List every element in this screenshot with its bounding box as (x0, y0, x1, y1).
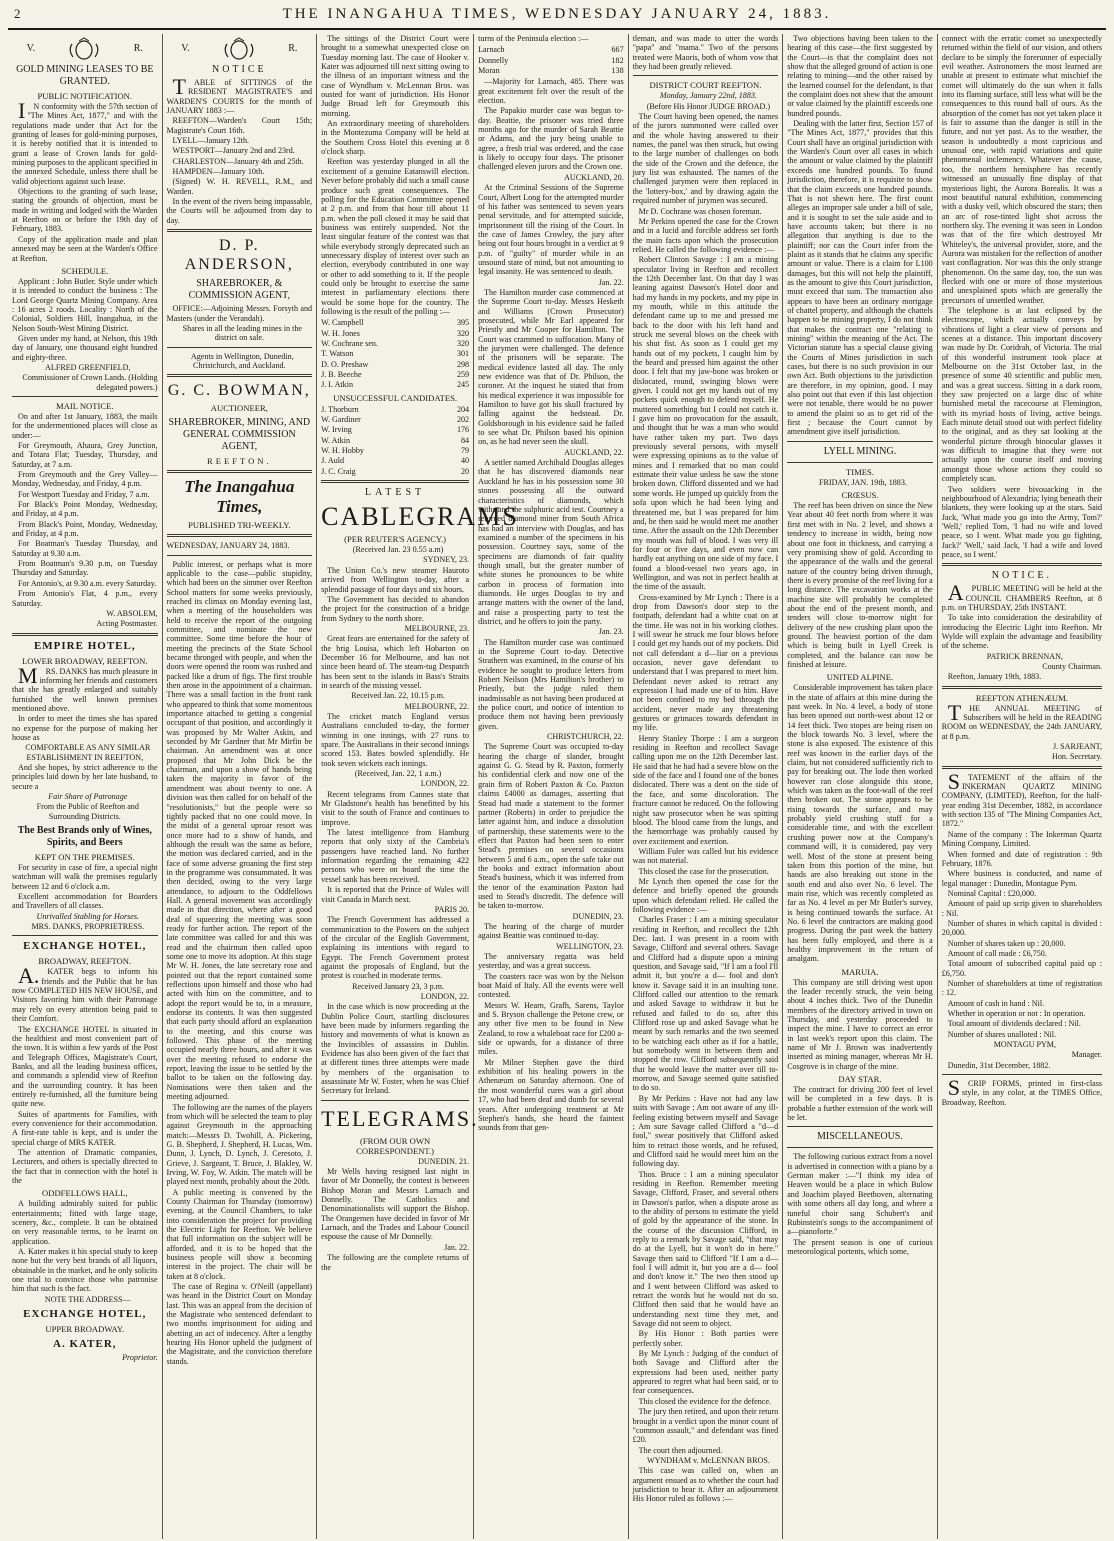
list-item: Total amount of subscribed capital paid up : £6,750. (941, 959, 1103, 978)
divider (12, 935, 158, 936)
paragraph: Agents in Wellington, Dunedin, Christchurch, and Auckland. (190, 351, 294, 370)
received-note: (Received Jan. 23 0.55 a.m) (352, 545, 444, 555)
advert-subheading: AUCTIONEER, (210, 403, 268, 414)
signature-title: Commissioner of Crown Lands. (Holding delegated powers.) (22, 373, 158, 392)
table-row: J. B. Beeche 259 (321, 370, 470, 380)
section-subheading: (PER REUTER'S AGENCY.) (344, 534, 447, 545)
paragraph: This case was called on, when an argument ensued as to whether the court had jurisdiction to hear it. After an adjournment His Honor ruled as follows :— (632, 1466, 779, 1504)
advert-subheading: SHAREBROKER, MINING, AND GENERAL COMMISSION AGENT, (168, 417, 311, 453)
dateline: PARIS 20. (434, 904, 470, 914)
received-note: Received January 23, 3 p.m. (352, 981, 445, 991)
paragraph: Suites of apartments for Families, with every convenience for their accommodation. A first-rate table is kept, and is under the special charge of MRS KATER. (12, 1109, 158, 1147)
paragraph: By Mr Lynch : Judging of the conduct of both Savage and Clifford after the expressions had been used, neither party appeared to regret what had been said, or to fear consequences. (632, 1349, 779, 1396)
paragraph: The following are the complete returns of the (321, 1253, 470, 1272)
divider (787, 441, 933, 442)
section-heading: DISTRICT COURT REEFTON. (649, 80, 762, 91)
paragraph: From the Public of Reefton and Surrounding Districts. (36, 802, 139, 821)
notice-heading: NOTICE. (991, 570, 1052, 582)
column-1 (8, 34, 163, 1539)
divider (942, 766, 1102, 769)
table-row: W. Cochrane sen. 320 (321, 339, 470, 348)
section-subheading: TIMES. (845, 466, 874, 477)
divider (167, 470, 313, 473)
table-row: W. Irving 176 (321, 425, 470, 435)
paragraph: IN conformity with the 57th section of "The Mines Act, 1877," and with the regulations made under that Act for the granting of leases for gold-mining purposes, it is hereby notified that it is intended to grant a lease of Crown lands for gold-mining purposes to the applicant specified in the annexed Schedule, unless there shall be valid objections against such lease. (12, 98, 158, 186)
paragraph: The Supreme Court was occupied to-day hearing the charge of slander, brought against G. G. Stead by R. Paxton, formerly his confidential clerk and now one of the grain firm of Robert Paxton & Co. Paxton claims £4000 as damages, asserting that Stead had made a statement to the former partner (Roberts) in order to prejudice the latter against him, and induce a dissolution of partnership, these statements were to the effect that Paxton had been seen to enter Stead's premises on several occasions between 5 and 6 a.m., open the safe take out the books and extract information about Stead's business, which it was inferred from the tenor of the examination Paxton had used to Stead's discredit. The defence will be taken to-morrow. (478, 742, 624, 911)
paragraph: The EXCHANGE HOTEL is situated in the healthiest and most convenient part of the town. It is within a few yards of the Post and Telegraph Offices, Magistrate's Court, Banks, and all the leading business offices, and commands a splendid view of Reefton and the surrounding country. It has been entirely re-furnished, all the furniture being quite new. (12, 1024, 158, 1109)
list-item: Name of the company : The Inkerman Quartz Mining Company, Limited. (941, 829, 1103, 849)
paragraph: Mr Wells having resigned last night in favor of Mr Donnelly, the contest is between Bishop Moran and Messrs Larnach and Donnelly. The Catholics and Denominationalists will support the Bishop. The Orangemen have decided in favor of Mr Larnach, and the Trades and Labour Council espouse the cause of Mr Donnelly. (321, 1167, 470, 1242)
paragraph: The contract for driving 200 feet of level will be completed in a few days. It is probable a further extension of the work will be let. (787, 1085, 933, 1123)
dateline: Monday, January 22nd, 1883. (659, 91, 757, 101)
paragraph: The present season is one of curious meteorological portents, which some, (787, 1237, 933, 1256)
dateline: LONDON, 22. (420, 779, 470, 789)
dateline: Jan. 22. (598, 277, 624, 287)
flag-subtitle: PUBLISHED TRI-WEEKLY. (188, 520, 291, 531)
signature: A. KATER, (53, 1338, 117, 1351)
list-item: Whether in operation or not : In operation. (947, 1009, 1086, 1018)
advert-subheading: ODDFELLOWS HALL, (42, 1188, 128, 1199)
advert-heading: G. C. BOWMAN, (167, 382, 311, 400)
signature: (Signed) W. H. REVELL, R.M., and Warden. (166, 177, 313, 196)
notice-heading: MAIL NOTICE. (56, 400, 114, 411)
section-heading: TELEGRAMS. (321, 1105, 479, 1131)
paragraph: In the case which is now proceeding at the Dublin Police Court, startling disclosures have been made by informers regarding the history and movements of what is known as the Invincibles of assassins in Dublin. Evidence has also been given of the fact that at different times three attempts were made by members of the organisation to assassinate Mr W. Foster, when he was Chief Secretary for Ireland. (321, 1002, 470, 1096)
table-row: J. I. Atkin 245 (321, 380, 470, 390)
paragraph: tleman, and was made to utter the words "papa" and "mama." Two of the persons treated were Maoris, both of whom vow that they had been greatly relieved. (632, 34, 779, 72)
dateline: LONDON, 22. (420, 991, 470, 1001)
signature: W. ABSOLEM, (106, 608, 158, 618)
section-heading: MISCELLANEOUS. (817, 1131, 903, 1143)
divider (12, 633, 158, 636)
coat-of-arms-icon (219, 38, 259, 60)
divider (321, 480, 469, 483)
signature: MONTAGU PYM, (993, 1040, 1057, 1050)
paragraph: NOTE THE ADDRESS— (44, 1294, 131, 1304)
advert-subheading: SHAREBROKER, & COMMISSION AGENT, (188, 278, 291, 302)
paragraph: For Greymouth, Ahaura, Grey Junction, and Totara Flat; Tuesday, Thursday, and Saturday, at 7 a.m. (12, 441, 158, 469)
paragraph: The case of Regina v. O'Neill (appellant) was heard in the District Court on Monday last. This was an appeal from the decision of the Magistrate who sentenced defendant to two months imprisonment for aiding and abetting an act of indecency. After a lengthy hearing His Honor upheld the judgment of the Magistrate, and the conviction therefore stands. (166, 1282, 313, 1366)
section-subheading: CRŒSUS. (841, 490, 879, 501)
received-note: Received Jan. 22, 10.15 p.m. (351, 691, 445, 701)
paragraph: —Majority for Larnach, 485. There was great excitement felt over the result of the election. (478, 77, 624, 106)
table-row: J. Auld 40 (321, 456, 470, 466)
notice-subheading: PUBLIC NOTIFICATION. (37, 91, 133, 101)
advert-subheading: BROADWAY, REEFTON. (38, 956, 132, 967)
paragraph: Excellent accommodation for Boarders and Travellers of all classes. (12, 892, 158, 911)
paragraph: (Before His Honor JUDGE BROAD.) (646, 101, 771, 111)
paragraph: SCRIP FORMS, printed in first-class style, in any color, at the TIMES Office, Broadway, Reefton. (941, 1075, 1103, 1107)
paragraph: Great fears are entertained for the safety of the brig Louisa, which left Hobarton on December 16 for Melbourne, and has not since been heard of. The steam-tug Despatch has been sent to the islands in Bass's Straits in search of the missing vessel. (321, 634, 470, 690)
divider (787, 1126, 933, 1127)
paragraph: The Government has decided to abandon the project for the construction of a bridge from Sydney to the north shore. (321, 594, 470, 623)
table-row: D. O. Preshaw 298 (321, 359, 470, 369)
paragraph: The telephone is at last eclipsed by the electroscope, which actually conveys by vibrations of light a clear view of persons and scenes at a distance. This important discovery was made by Dr. Coridrah, of Victoria. The trial of this wonderful instrument took place at Melbourne on the 31st October last, in the presence of some 40 scientific and public men, and was a great success. Sitting in a dark room, they saw projected on a large disc of white burnished metal the racecourse at Flemington, with its myriad hosts of living, active beings. Each minute detail stood out with perfect fidelity to the original, and as they sat looking at the wonderful picture through binocular glasses it was difficult to imagine that they were not actually upon the course itself and moving amongst those whose actions they could so completely scan. (941, 305, 1103, 484)
column-4 (474, 34, 629, 1539)
list-item: Amount of cash in hand : Nil. (947, 998, 1045, 1008)
paragraph: Messrs W. Hearn, Grafh, Sarens, Taylor and S. Bryson challenge the Petone crew, or any other five men to be found in New Zealand, to row a whaleboat race for £200 a-side or upwards, for a distance of three miles. (478, 1000, 624, 1057)
paragraph: The sittings of the District Court were brought to a somewhat unexpected close on Tuesday morning last. The case of Hooker v. Kater was adjourned till next sitting owing to the illness of an important witness and the case of Wyndham v. McLennan Bros. was ousted for want of jurisdiction. His Honor Judge Broad left for Greymouth this morning. (321, 34, 470, 118)
signature-title: Hon. Secretary. (1051, 752, 1103, 762)
section-subheading: WYNDHAM v. McLENNAN BROS. (646, 1455, 770, 1465)
election-results (478, 45, 624, 75)
paragraph: turns of the Peninsula election :— (478, 34, 589, 43)
paragraph: The anniversary regatta was held yesterday, and was a great success. (478, 952, 624, 971)
dateline: Jan. 22. (444, 1242, 470, 1252)
paragraph: The Hamilton murder case was continued in the Supreme Court to-day. Detective Strathern was examined, in the course of his evidence he sought to produce letters from Robert Neilson (Mrs Hamilton's brother) to Priestly, but the judge ruled them inadmissable as not having been produced at the police court, and notice of intention to produce them not having been previously given. (478, 637, 624, 731)
newspaper-flag: The Inangahua Times, (184, 477, 295, 517)
paragraph: Mr D. Cochrane was chosen foreman. (638, 206, 762, 216)
paragraph: And she hopes, by strict adherence to the principles laid down by her late husband, to secure a (12, 762, 158, 791)
advert-heading: EMPIRE HOTEL, (33, 639, 136, 652)
signature: MRS. DANKS, PROPRIETRESS. (31, 922, 145, 932)
columns (8, 34, 1106, 1539)
paragraph: Public interest, or perhaps what is more applicable to the case—public stupidity, which had been on the simmer over Reefton School matters for some weeks previously, reached its climax on Monday evening last, when a meeting of the householders was held to receive the report of the outgoing committee, and nominate the new committee. Some time before the hour of meeting the precincts of the State School became thronged with people, and when the doors were opened the room was rushed and packed like a drum of figs. The first trouble then arose in the appointment of a chairman. There was a small faction in the front rank who appeared to think that some momentous importance attached to getting a congenial occupant of that position, and accordingly it was proposed by Mr Walter Askin, and seconded by Mr Gardner that Mr Mirfin be chairman. An amendment was at once proposed that Mr John Dick be the chairman, and upon a show of hands being taken the majority in favor of the amendment was about twenty to one. A division was then called for on behalf of the "resolutionists," but the people were so tightly packed that no one could move. In the midst of a general uproar resort was once more had to a show of hands, and although the result was the same as before, the motion was declared carried, and in the face of some adverse groaning the first step in the programme was consummated. It was then decided, owing to the very large attendance, to adjourn to the Oddfellows Hall. A general movement was accordingly made in that direction, where after a good deal of squeezing the meeting was soon ready for further action. The report of the late committee was called for and this was read and the chairman then called upon some one to move its adoption. At this stage Mr W. H. Jones, the late secretary rose and pointed out that the report contained some reflections upon himself and those who had acted with him on the committee, and to adopt the report would be to, in a measure, endorse its contents. It was then suggested that each party should afford an explanation to the meeting, and this course was followed. This phase of the meeting occupied nearly three hours, and after it was over the meeting refused to endorse the report, leaving the issue to be settled by the ballot to be taken on the following day. Nominations were then taken and the meeting adjourned. (166, 559, 313, 1102)
dateline: Dunedin, 31st December, 1882. (947, 1060, 1051, 1070)
list-item: Number of shares taken up : 20,000. (947, 938, 1066, 948)
page-number: 2 (14, 6, 21, 21)
divider (633, 75, 779, 76)
divider (167, 374, 313, 377)
divider (321, 1100, 469, 1101)
paragraph: The French Government has addressed a communication to the Powers on the subject of the circular of the English Government, explaining its intentions with regard to Egypt. The French Government protest against the proposals of England, but the protest is couched in moderate terms. (321, 915, 470, 981)
advert-subheading: LOWER BROADWAY, REEFTON. (22, 655, 148, 666)
advert-subheading: REEFTON. (206, 456, 272, 467)
table-row: Donnelly 182 (478, 55, 624, 65)
list-item: Number of shareholders at time of registration : 12. (941, 978, 1103, 998)
paragraph: From Antonio's Flat, 4 p.m., every Saturday. (12, 589, 158, 608)
dateline: FRIDAY, JAN. 19th, 1883. (818, 477, 907, 487)
signature-title: Proprietor. (122, 1353, 158, 1363)
paragraph: Copy of the application made and plan annexed may be seen at the Warden's Office at Reefton. (12, 234, 158, 263)
advert-heading: EXCHANGE HOTEL, (23, 940, 147, 953)
poll-results-unsuccessful (321, 405, 469, 476)
paragraph: APUBLIC MEETING will be held at the COUNCIL CHAMBERS Reefton, at 8 p.m. on THURSDAY, 25th INSTANT. (941, 580, 1103, 612)
paragraph: COMFORTABLE AS ANY SIMILAR ESTABLISHMENT IN REEFTON, (25, 743, 151, 762)
list-item: Amount of call made : £6,750. (947, 948, 1047, 958)
paragraph: The hearing of the charge of murder against Beattie was continued to-day. (478, 921, 624, 941)
paragraph: In the event of the rivers being impassable, the Courts will be adjourned from day to day. (166, 197, 313, 225)
paragraph: From Boatman's 9.30 p.m, on Tuesday Thursday and Saturday. (12, 559, 158, 578)
paragraph: STATEMENT of the affairs of the INKERMAN QUARTZ MINING COMPANY, (LIMITED), Reefton, for the half-year ending 31st December, 1882, in accordance with section 135 of "The Mining Companies Act, 1872." (941, 768, 1103, 829)
section-heading: LATEST (365, 487, 426, 499)
section-subheading: (FROM OUR OWN CORRESPONDENT.) (356, 1135, 435, 1156)
column-5 (629, 34, 784, 1539)
section-subheading: UNITED ALPINE. (826, 672, 894, 683)
divider (167, 534, 313, 537)
list-item: HAMPDEN—January 10th. (172, 167, 265, 177)
paragraph: The Court having been opened, the names of the jurors summoned were called over and the whole having answered to their names, the panel was then struck, but owing to the large number of challenges on both the side of the Crown and the defence, the jury list was exhausted. The names of the challenged jurymen were then replaced in the 'lottery-box,' and by drawing again the required number of jurymen was secured. (632, 112, 779, 206)
dateline: Reefton, January 19th, 1883. (947, 672, 1042, 682)
paragraph: The following curious extract from a novel is advertised in connection with a piano by a German maker :—"I think my idea of Heaven would be a place in which Bulow and Joachim played Beethoven, alternating with some others all day long, and where a tuneful choir sang Schubert's and Rubinstein's songs to the accompaniment of a—pianoforte." (787, 1152, 933, 1237)
paragraph: TABLE of SITTINGS of the RESIDENT MAGISTRATE'S and WARDEN'S COURTS for the month of JANUARY 1883 :— (166, 74, 313, 116)
paragraph: The cricket match England versus Australians concluded to-day, the former winning in one innings, with 27 runs to spare. The Australians in their second innings scored 153. Bates bowled splendidly. He took seven wickets each innings. (321, 711, 470, 768)
divider (787, 462, 933, 463)
advert-subheading: UPPER BROADWAY. (45, 1324, 125, 1335)
column-7 (938, 34, 1106, 1539)
list-item: Total amount of dividends declared : Nil. (947, 1019, 1081, 1029)
poll-results (321, 318, 469, 389)
column-3 (317, 34, 519, 1539)
list-item: Number of shares unalloted : Nil. (947, 1029, 1057, 1039)
column-6 (783, 34, 938, 1539)
dateline: DUNEDIN, 23. (572, 911, 624, 921)
paragraph: From Black's Point, Monday, Wednesday, and Friday, at 4 p.m. (12, 519, 158, 539)
paragraph: By Mr Perkins : Have not had any law suits with Savage ; Am not aware of any ill-feeling existing between myself and Savage ; Am sure Savage called Clifford a "d—d fool," swear positively that Clifford asked him to retract those words, and he refused, and Clifford said he would meet him on the following day. (632, 1093, 779, 1169)
dateline: WELLINGTON, 23. (556, 941, 624, 951)
masthead (8, 0, 1106, 30)
list-item: Nominal Capital : £20,000. (947, 888, 1037, 898)
paragraph: The attention of Dramatic companies, Lecturers, and others is specially directed to the fact that in connection with the hotel is the (12, 1147, 158, 1185)
paragraph: The jury then retired, and upon their return brought in a verdict upon the minor count of "common assault," and defendant was fined £20. (632, 1407, 779, 1445)
table-row: W. Atkin 84 (321, 435, 470, 445)
paragraph: Objections to the granting of such lease, stating the grounds of objection, must be made in writing and lodged with the Warden at Reefton on or before the 19th day of February, 1883. (12, 187, 158, 234)
paragraph: On and after 1st January, 1883, the mails for the undermentioned places will close as under:— (12, 411, 158, 440)
section-heading: CABLEGRAMS (321, 502, 519, 532)
paragraph: Shares in all the leading mines in the district on sale. (182, 323, 302, 343)
notice-heading: NOTICE (211, 64, 267, 75)
paragraph: This closed the case for the prosecution. (638, 866, 769, 876)
paragraph: Unrivalled Stabling for Horses. (36, 911, 140, 921)
list-item: CHARLESTON—January 4th and 25th. (172, 156, 304, 166)
advert-heading: The Best Brands only of Wines, Spirits, and Beers (17, 825, 152, 849)
list-item: Number of shares in which capital is divided : 20,000. (941, 918, 1103, 938)
royal-crest: V. R. (167, 38, 313, 60)
paragraph: Two soldiers were bivouacking in the neighbourhood of Alexandria; lying beneath their blankets, they were looking up at the stars. Said Jack, 'What made you go into the Army, Tom?' 'Well,' replied Tom, 'I had no wife and loved peace, so I went. What made you go fighting, Jack?' 'Well,' said Jack, 'I had a wife and loved peace, so I went.' (941, 484, 1103, 559)
royal-crest: V. R. (12, 38, 158, 60)
notice-heading: REEFTON ATHENÆUM. (975, 692, 1068, 703)
paragraph: THE ANNUAL MEETING of Subscribers will be held in the READING ROOM on WEDNESDAY, the 24th JANUARY, at 8 p.m. (941, 699, 1103, 741)
divider (167, 555, 313, 556)
notice-heading: GOLD MINING LEASES TO BE GRANTED. (16, 64, 154, 87)
received-note: (Received, Jan. 22, 1 a.m.) (354, 769, 442, 779)
column-2 (163, 34, 318, 1539)
paragraph: At the Criminal Sessions of the Supreme Court, Albert Long for the attempted murder of his father was sentenced to seven years penal servitude, and for attempted suicide, imprisonment till the rising of the Court. In the case of James Crowley, the jury after being out four hours brought in a verdict at 9 p.m. of "guilty" of murder while in an unsound state of mind, but not amounting to legal insanity. He was sentenced to death. (478, 183, 624, 277)
paragraph: The following are the names of the players from which will be selected the team to play against Greymouth in the approaching match:—Messrs D. Twohill, A. Pickering, G. B. Shepherd, J. Shepherd, H. Lucas, Wm. Dunn, J. Lynch, D. Lynch, J. Ceresoto, J. Grieve, J. Sargeant, T. Bruce, J. Blakley, W. Irving, W. Foy, W. Atkin. The match will be played next month, probably about the 20th. (166, 1102, 313, 1187)
signature: J. SARJEANT, (1052, 742, 1103, 752)
advert-heading: D. P. ANDERSON, (184, 237, 294, 274)
paragraph: For Black's Point Monday, Wednesday, and Friday, at 4 p.m. (12, 500, 158, 519)
paragraph: To take into consideration the desirability of introducing the Electric Light into Reefton. Mr Wylde will explain the advantage and feasibility of the scheme. (941, 613, 1103, 651)
signature: ALFRED GREENFIELD, (45, 362, 131, 372)
paragraph: Cross-examined by Mr Lynch : There is a drop from Dawson's door step to the footpath, defendant had a white coat on at the time. He was not in his working clothes. I will swear he struck me four blows before I could get my hands out of my pockets. Did not call defendant a d—liar on a previous occasion, never gave defendant to understand that I was prepared to meet him. Defendant never asked to retract any expression I had made use of to him. Have not been confined to my bed through the accident, never made any threatening gestures or grimaces towards defendant in my life. (632, 592, 779, 733)
paragraph: This closed the evidence for the defence. (638, 1396, 772, 1406)
table-row: J. C. Craig 20 (321, 466, 470, 476)
paragraph: Dealing with the latter first, Section 157 of "The Mines Act, 1877," provides that this Court shall have an original jurisdiction with the Warden's Court over all cases in which the amount or value claimed by the plaintiff exceeds one hundred pounds. To found jurisdiction, therefore, it is requisite to show that the claim exceeds one hundred pounds. That is not shewn here. The first count alleges an improper sale under a bill of sale, and it is sought to set the sale aside and to have accounts taken; but there is no allegation that anything is due to the plaintiff; nor can the Court infer from the plaint as it stands that he claims any specific amount or value. There is a claim for L100 damages, but this will not help the plaintiff, as the amount to give this Court jurisdiction, must exceed that sum. The transaction also appears to have been an ordinary mortgage of chattel property, and although the chattels happen to be mining property, I do not think that makes the contract one "relating to mining" within the meaning of the Act. The Victorian statute has a special clause giving the Courts of Mines jurisdiction in such cases, but there is no such provision in our own Act. Both objections to the jurisdiction are therefore, in my opinion, good. I may also point out that even if this last objection were not tenable, there would be no power to amend the plaint so as to get rid of the first ; because the Court cannot by amendment give itself jurisdiction. (787, 119, 933, 437)
section-subheading: MARUIA. (841, 966, 879, 977)
signature-title: Acting Postmaster. (96, 619, 158, 629)
dateline: SYDNEY, 23. (423, 555, 470, 565)
table-row: Moran 138 (478, 66, 624, 76)
paragraph: The latest intelligence from Hamburg reports that only sixty of the Cambria's passengers have reached land. No further information regarding the remaining 422 persons who were on board the time the vessel sank has been received. (321, 828, 470, 884)
paragraph: In order to meet the times she has spared no expense for the purpose of making her house as (12, 714, 158, 742)
paragraph: The Union Co.'s new steamer Hauroto arrived from Wellington to-day, after a splendid passage of four days and six hours. (321, 565, 470, 594)
paragraph: The reef has been driven on since the New Year about 40 feet north from where it was first met with in No. 2 level, and shows a tendency to increase in width, being now about one foot in thickness, and carrying a very promising show of gold. According to the appearance of the walls and the general nature of the country being driven through, there is every promise of the reef living for a long distance. The excavation works at the machine site will probably be completed about the end of the present month, and tenders will close to-morrow night for delivery of the new crushing plant upon the ground. The heaviest portion of the dam which is being built in Lyell Creek is completed, and the balance can now be finished at leisure. (787, 501, 933, 669)
paragraph: Charles Fraser : I am a mining speculator residing in Reefton, and recollect the 12th Dec. last. I was present in a room with Savage, Clifford and several others. Savage and Clifford had a dispute upon a mining question, and Savage said, "If I am a fool I'll admit it, but you're a d— fool and don't know it. Savage said it in an insulting tone. Clifford called our attention to the remark and asked Savage to withdraw it but he refused and failed to do so, after this Clifford rose up and asked Savage what he meant by such remarks and the two seemed to be watching each other as if for a battle, but somebody went in between them and stopped the row. Clifford subsequently said that he would leave the matter over till to-morrow, and Savage seemed quite satisfied to do so. (632, 915, 779, 1093)
paragraph: Henry Stanley Thorpe : I am a surgeon residing in Reefton and recollect Savage calling upon me on the 12th December last. He said that he had had a severe blow on the side of the face and I found one of the bones dislocated. There was a dent on the side of the face, and some discoloration. The fracture cannot be reduced. On the following night saw prosecutor when he was spitting blood. The blood came from the lungs, and the hæmorrhage was probably caused by over excitement and exertion. (632, 733, 779, 846)
table-row: W. Campbell 395 (321, 318, 470, 328)
dateline: MELBOURNE, 22. (404, 701, 470, 711)
paragraph: William Fuler was called but his evidence was not material. (632, 846, 779, 866)
paragraph: Given under my hand, at Nelson, this 19th day of January, one thousand eight hundred and eighty-three. (12, 333, 158, 362)
list-item: REEFTON—Warden's Court 15th; Magistrate's Court 16th. (166, 116, 313, 135)
paragraph: Two objections having been taken to the hearing of this case—the first suggested by the Court—is that the complaint does not show that the alleged ground of action is one relating to mining—and the other raised by the learned counsel for the defendant, is that the complaint does not shew that the amount or value claimed by the plaintiff exceeds one hundred pounds. (787, 34, 933, 118)
paragraph: A.KATER begs to inform his friends and the Public that he has now COMPLETED HIS NEW HOUSE, and Visitors favoring him with their Patronage may rely on every attention being paid to their Comfort. (12, 963, 158, 1024)
paragraph: The Hamilton murder case commenced at the Supreme Court to-day. Messrs Hesketh and Williams (Crown Prosecutor) prosecuted, while Mr Earl appeared for Priestly and Mr Cooper for Hamilton. The Court was crammed to suffocation. Many of the jurymen were challenged. The defence of the prisoners will be separate. The medical evidence lasted all day. The only new evidence was that of Dr. Philson, the coroner. At the inquest he stated that from his medical experience it was impossible for Hamilton to have got his skull fractured by falling against the bedstead. Dr. Goldsborough in his evidence said he failed to see what Dr. Philson based his opinion on, as he had never seen the skull. (478, 287, 624, 447)
paragraph: A. Kater makes it his special study to keep none but the very best brands of all liquors, obtainable in the market, and he only solicits one trial to convince those who patronise him that such is the fact. (12, 1247, 158, 1294)
dateline: CHRISTCHURCH, 22. (546, 732, 624, 742)
signature: PATRICK BRENNAN, (986, 651, 1063, 661)
advert-heading: EXCHANGE HOTEL, (23, 1308, 147, 1321)
schedule-heading: SCHEDULE. (61, 265, 109, 276)
dateline: MELBOURNE, 23. (404, 623, 470, 633)
paragraph: The coasters race was won by the Nelson boat Maid of Italy. All the events were well contested. (478, 971, 624, 1000)
paragraph: Thos. Bruce : I am a mining speculator residing in Reefton. Remember meeting Savage, Clifford, Fraser, and several others in Dawson's parlor, when a dispute arose as to the ability of persons to estimate the yield of gold by the appearance of the stone. In the course of the discussion Clifford, in reply to a remark by Savage said, "that may do at the Lyell, but it won't do in here." Savage then said to Clifford "If I am a d— fool I will admit it, but you are a d— fool and don't know it." The two then stood up and I went between Clifford was asked to retract the words but he would not do so. Clifford then said that he would have an understanding next time they met, and Savage did not seem to object. (632, 1169, 779, 1329)
paragraph: OFFICE:—Adjoining Messrs. Forsyth and Masters (under the Verandah). (166, 304, 313, 323)
signature-title: County Chairman. (1042, 662, 1103, 671)
dateline: AUCKLAND, 22. (564, 447, 624, 457)
paragraph: Recent telegrams from Cannes state that Mr Gladstone's health has benefitted by his visit to the south of France and continues to improve. (321, 789, 470, 827)
paragraph: Reefton was yesterday plunged in all the excitement of a genuine Eatanswill election. Never before probably did such a small cause produce such great consequences. The polling for the Education Committee opened at 2 p.m. and from that hour till about 11 p.m. when the poll closed it may be said that business was entirely suspended. Not the least singular feature of the contest was that while everybody strongly deprecated such an unnecessary display of interest over such an election, everybody contributed in one way or other to add something to it. If the people could only be brought to exercise the same interest in parliamentary elections there would be some hope for the country. The following is the result of the polling :— (321, 157, 470, 316)
list-item: LYELL—January 12th. (172, 136, 250, 146)
paragraph: Considerable improvement has taken place in the state of affairs at this mine during the past week. In No. 4 level, a body of stone has been opened out north-west about 12 or 14 feet thick. Two stopes are being risen on the block towards No. 3 level, where the stone is also exposed. The existence of this reef was known in the earlier days of the claim, but not considered sufficiently rich to pay for breaking out. The lode then worked however ran close alongside this stone, which was taken as the foot-wall of the reef then broken out. The stone appears to be rising towards the surface, and may probably yield crushing stuff for a considerable time, and with the excellent crushing power now at the Company's command will, it is considered, pay very well. Most of the stone at present being taken from this portion of the mine, but hands are also breaking out stone in the south end and also over No. 6 level. The main rise, which was recently completed as far as No. 4 level as per Mr Butler's survey, is being continued towards the surface. At No. 6 level the contractors are making good progress. During the past week the battery has been fully employed, and there is a healthy improvement in the return of amalgam. (787, 683, 933, 964)
page-header-title: THE INANGAHUA TIMES, WEDNESDAY JANUARY 24, 1883. (282, 5, 832, 22)
paragraph: A building admirably suited for public entertainments; fitted with large stage, scenery, &c., complete. It can be obtained on very reasonable terms, to be learnt on application. (12, 1199, 158, 1246)
table-row: T. Watson 301 (321, 349, 470, 359)
table-row: W. H. Hobby 79 (321, 446, 470, 456)
paragraph: Mr Perkins opened the case for the Crown and in a lucid and forcible address set forth the main facts upon which the prosecution relied. He called the following evidence :— (632, 216, 779, 254)
paragraph: Robert Clinton Savage : I am a mining speculator living in Reefton and recollect the 12th December last. On that day I was leaning against Dawson's Hotel door and had my hands in my pockets, and my pipe in my mouth, while in this attitude the defendant came up to me and pressed me back to the door with his left hand and struck me several blows on the cheek with his shut fist. As soon as I could get my hands out of my pockets, I caught him by the beard and pressed him against the other door. I felt that my jaw-bone was broken or dislocated, round, swinging blows were given. I could not get my hands out of my pockets quick enough to defend myself. He muttered something but I could not catch it. I gave him no provocation for the assault, and thought that he was a man who would have rather taken my part. Two days previously several persons, with myself were expressing opinions as to the value of mines and I remarked that no man could estimate their value unless he saw the stone broken down. Clifford dissented and we had some words. He jumped up quickly from the sofa upon which he had been lying and threatened me, but I was prepared for him and, he then said he would meet me another time. After the assault on the 12th December my mouth was full of blood. I was very ill for four or five days, and even now can hardly eat anything on one side of my face. I found a blood-vessel two years ago, in Wellington, and was not in perfect health at the time of the assault. (632, 255, 779, 592)
paragraph: Mr Lynch then opened the case for the defence and briefly opened the grounds upon which defendant relied. He called the following evidence :— (632, 876, 779, 914)
paragraph: The court then adjourned. (638, 1445, 723, 1455)
dateline: DUNEDIN. 21. (418, 1156, 470, 1166)
paragraph: Mr Milner Stephen gave the third exhibition of his healing powers in the Athenæum on Saturday afternoon. One of the most wonderful cures was a girl about 17, who had been deaf and dumb for several years. After undergoing treatment at Mr Stephen's hands, she heard the faintest sounds from that gen- (478, 1057, 624, 1133)
paragraph: This company are still driving west upon the leader recently struck, the vein being about 4 inches thick. Two of the Dunedin members of the directory arrived in town on Thursday, and yesterday proceeded to inspect the mine. I have to correct an error in last week's report upon this claim. The name of Mr J. Brown was inadvertently inserted as mining manager, whereas Mr H. Cosgrove is in charge of the mine. (787, 977, 933, 1071)
signature-title: Manager. (1071, 1050, 1103, 1060)
dateline: AUCKLAND, 20. (564, 172, 624, 182)
paragraph: For security in case of fire, a special night watchman will walk the premises regularly between 12 and 6 o'clock a.m. (12, 863, 158, 891)
paragraph: connect with the erratic comet so unexpectedly returned within the field of our vision, and others declare to be simply the forerunner of especially evil weather. Astronomers the most learned are unable at present to estimate what mischief the comet will ultimately do the sun when it falls into its flaming surface, still less what will be the consequences to this round ball of ours. As the absorption of the comet has not yet taken place it is fair to assume than the danger is still in the future, and not yet past. As to the weather, the season is undoubtedly a most capricious and unusual one, with rapid variations and quite phenomenal inclemency. Whatever the cause, too, the northern hemisphere has recently witnessed an unusually fine display of that mysterious light, the Aurora Borealis. It was a most beautiful natural exhibition, commencing with a dusky veil, which obscured the stars; then an arc of rose-tinted light shot across the northern sky. The evening it was seen in London was that of the fire which destroyed Mr Whiteley's, the universal provider, store, and the Aurora was mistaken for the reflection of another vast conflagration. Nor was this the only strange phenomenon. On the same day, too, the sun was flecked with one or more of those mysterious and unexplained spots which are generally the precursors of unsettled weather. (941, 34, 1103, 305)
paragraph: A settler named Archibald Douglas alleges that he has discovered diamonds near Auckland he has in his possession some 30 stones possessing all the outward characteristics of diamonds, which withstand the sulphuric acid test. Courtney a returned diamond miner from South Africa has had an interview with Douglas, and has examined a number of the specimens in his possession. Courtney says, some of the specimens are diamonds of fair quality though small, but the greater number of white stones he pronounces to be white carbon in process of formation into diamonds. He urges Douglas to try and arrange matters with the owner of the land, and raise a prospecting party to test the district, and he offers to join the party. (478, 458, 624, 626)
paragraph: For Antonio's, at 9.30 a.m. every Saturday. (18, 578, 157, 588)
paragraph: From Greymouth and the Grey Valley—Monday, Wednesday, and Friday, 4 p.m. (12, 470, 158, 489)
paragraph: Fair Share of Patronage (48, 792, 128, 801)
divider (12, 396, 158, 397)
table-row: W. H. Jones 320 (321, 328, 470, 338)
advert-subheading: KEPT ON THE PREMISES. (34, 852, 135, 863)
divider (942, 686, 1102, 689)
paragraph: The Papakio murder case was begun to-day. Beattie, the prisoner was tried three months ago for the murder of Sarah Beattie or Adams, and the jury being unable to agree, a fresh trial was ordered, and the case is likely to occupy four days. The prisoner challenged eleven jurors and the Crown one. (478, 106, 624, 172)
paragraph: By His Honor : Both parties were perfectly sober. (632, 1329, 779, 1348)
dateline: WEDNESDAY, JANUARY 24, 1883. (166, 541, 290, 551)
paragraph: An extraordinary meeting of shareholders in the Montezuma Company will be held at the Southern Cross Hotel this evening at 8 o'clock sharp. (321, 119, 470, 157)
paragraph: MRS. DANKS has much pleasure in informing her friends and customers that she has greatly enlarged and suitably furnished the well known premises mentioned above. (12, 662, 158, 713)
paragraph: It is reported that the Prince of Wales will visit Canada in March next. (321, 885, 470, 904)
paragraph: A public meeting is convened by the County Chairman for Thursday (tomorrow) evening, at the Council Chambers, to take into consideration the project for providing the Electric Light for Reefton. We believe that full information on the subject will be afforded, and it is to be hoped that the business people will show a becoming interest in the project. The chair will be taken at 8 o'clock. (166, 1187, 313, 1281)
divider (167, 347, 313, 348)
dateline: Jan. 23. (598, 627, 624, 637)
section-heading: LYELL MINING. (823, 445, 897, 457)
paragraph: For Westport Tuesday and Friday, 7 a.m. (18, 489, 150, 499)
divider (942, 563, 1102, 566)
table-row: W. Gardiner 202 (321, 415, 470, 425)
list-item: WESTPORT—January 2nd and 23rd. (172, 146, 295, 156)
section-subheading: DAY STAR. (838, 1074, 882, 1085)
list-item: Where business is conducted, and name of legal manager : Dunedin, Montague Pym. (941, 869, 1103, 888)
table-row: Larnach 667 (478, 45, 624, 55)
paragraph: Applicant : John Butler. Style under which it is intended to conduct the business : The Lord George Quartz Mining Company. Area : 16 acres 2 roods. Locality : North of the Colonial, Soldiers Hill, Inangahua, in the Nelson South-West Mining District. (12, 276, 158, 333)
subheading: UNSUCCESSFUL CANDIDATES. (333, 392, 458, 403)
list-item: When formed and date of registration : 9th February, 1876. (941, 849, 1103, 868)
table-row: J. Thorburn 204 (321, 404, 470, 414)
divider (167, 229, 313, 232)
paragraph: For Boatman's Tuesday Thursday, and Saturday at 9.30 a.m. (12, 539, 158, 558)
divider (787, 1147, 933, 1148)
list-item: Amount of paid up scrip given to shareholders : Nil. (941, 899, 1103, 918)
divider (942, 1074, 1102, 1075)
coat-of-arms-icon (64, 38, 104, 60)
